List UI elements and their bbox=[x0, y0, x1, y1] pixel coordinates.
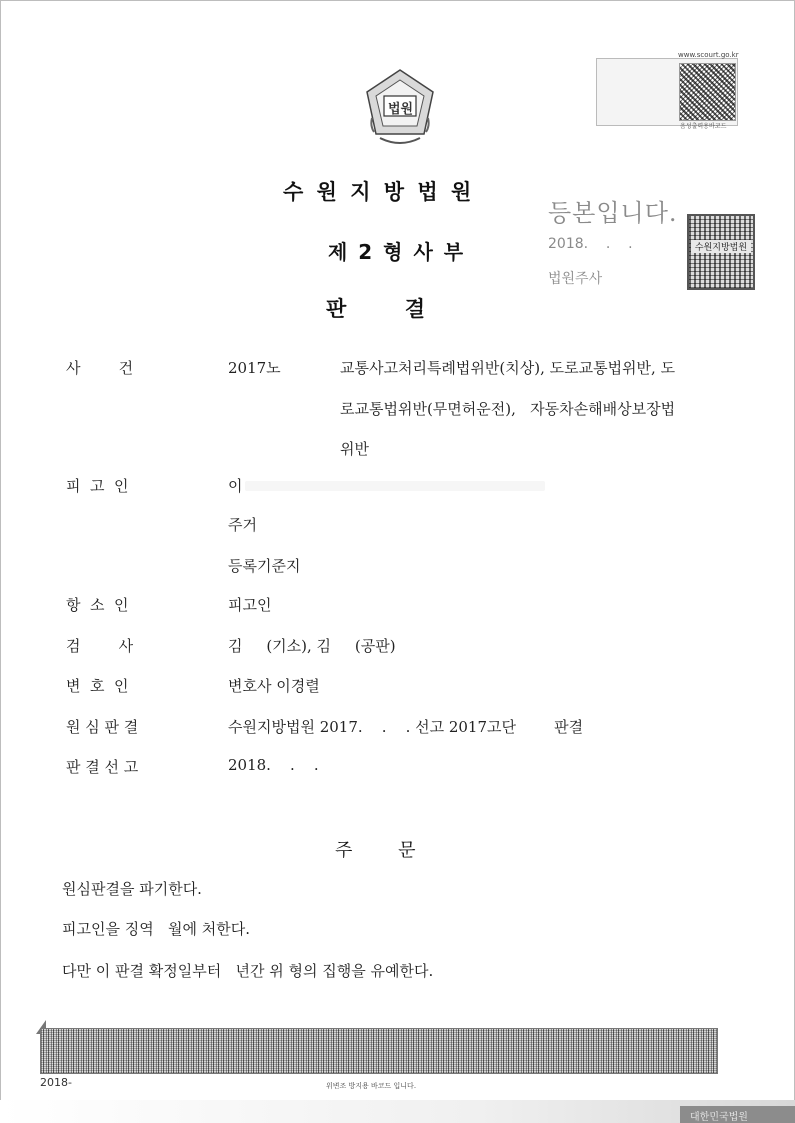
original-judgment-value: 수원지방법원 2017. . . 선고 2017고단 판결 bbox=[228, 718, 584, 736]
certification-title: 등본입니다. bbox=[548, 199, 678, 227]
qr-barcode-icon bbox=[679, 63, 736, 121]
counsel-label: 변 호 인 bbox=[66, 677, 129, 695]
defendant-name: 이 bbox=[228, 477, 243, 495]
division-name: 제 2 형 사 부 bbox=[328, 240, 466, 264]
footer-doc-number: 2018- bbox=[40, 1076, 72, 1089]
order-line-2: 피고인을 징역 월에 처한다. bbox=[62, 920, 250, 938]
charges-line-3: 위반 bbox=[340, 440, 369, 458]
sentencing-date-label: 판 결 선 고 bbox=[66, 758, 139, 776]
court-emblem-icon bbox=[360, 66, 440, 148]
sentencing-date-value: 2018. . . bbox=[228, 756, 319, 774]
footer-corner-text: 대한민국법원 bbox=[690, 1112, 748, 1123]
charges-line-1: 교통사고처리특례법위반(치상), 도로교통법위반, 도 bbox=[340, 359, 676, 377]
footer-bottom-strip bbox=[0, 1100, 795, 1123]
certification-clerk: 법원주사 bbox=[548, 271, 603, 287]
appellant-label: 항 소 인 bbox=[66, 596, 129, 614]
redaction-mark bbox=[245, 481, 545, 491]
prosecutor-value: 김 (기소), 김 (공판) bbox=[228, 637, 396, 655]
certification-date: 2018. . . bbox=[548, 236, 633, 252]
counsel-value: 변호사 이경렬 bbox=[228, 677, 320, 695]
prosecutor-label: 검 사 bbox=[66, 637, 134, 655]
barcode-caption: 음성출력용바코드 bbox=[680, 123, 727, 130]
document-type: 판 결 bbox=[326, 297, 426, 321]
emblem-text: 법원 bbox=[388, 102, 414, 117]
order-line-1: 원심판결을 파기한다. bbox=[62, 880, 202, 898]
anti-forgery-barcode-icon bbox=[40, 1028, 718, 1074]
charges-line-2: 로교통법위반(무면허운전), 자동차손해배상보장법 bbox=[340, 400, 676, 418]
court-name: 수 원 지 방 법 원 bbox=[283, 180, 475, 204]
barcode-url: www.scourt.go.kr bbox=[678, 51, 739, 59]
barcode-box bbox=[596, 58, 738, 126]
original-judgment-label: 원 심 판 결 bbox=[66, 718, 139, 736]
defendant-registration: 등록기준지 bbox=[228, 557, 301, 575]
case-label: 사 건 bbox=[66, 359, 134, 377]
order-title: 주 문 bbox=[335, 840, 416, 861]
official-stamp-icon bbox=[687, 214, 755, 290]
case-number: 2017노 bbox=[228, 359, 281, 377]
footer-corner-tab bbox=[680, 1106, 795, 1123]
stamp-text: 수원지방법원 bbox=[691, 240, 751, 253]
footer-caption: 위변조 방지용 바코드 입니다. bbox=[326, 1082, 417, 1090]
defendant-label: 피 고 인 bbox=[66, 477, 129, 495]
order-line-3: 다만 이 판결 확정일부터 년간 위 형의 집행을 유예한다. bbox=[62, 962, 434, 980]
appellant-value: 피고인 bbox=[228, 596, 272, 614]
defendant-address: 주거 bbox=[228, 516, 257, 534]
